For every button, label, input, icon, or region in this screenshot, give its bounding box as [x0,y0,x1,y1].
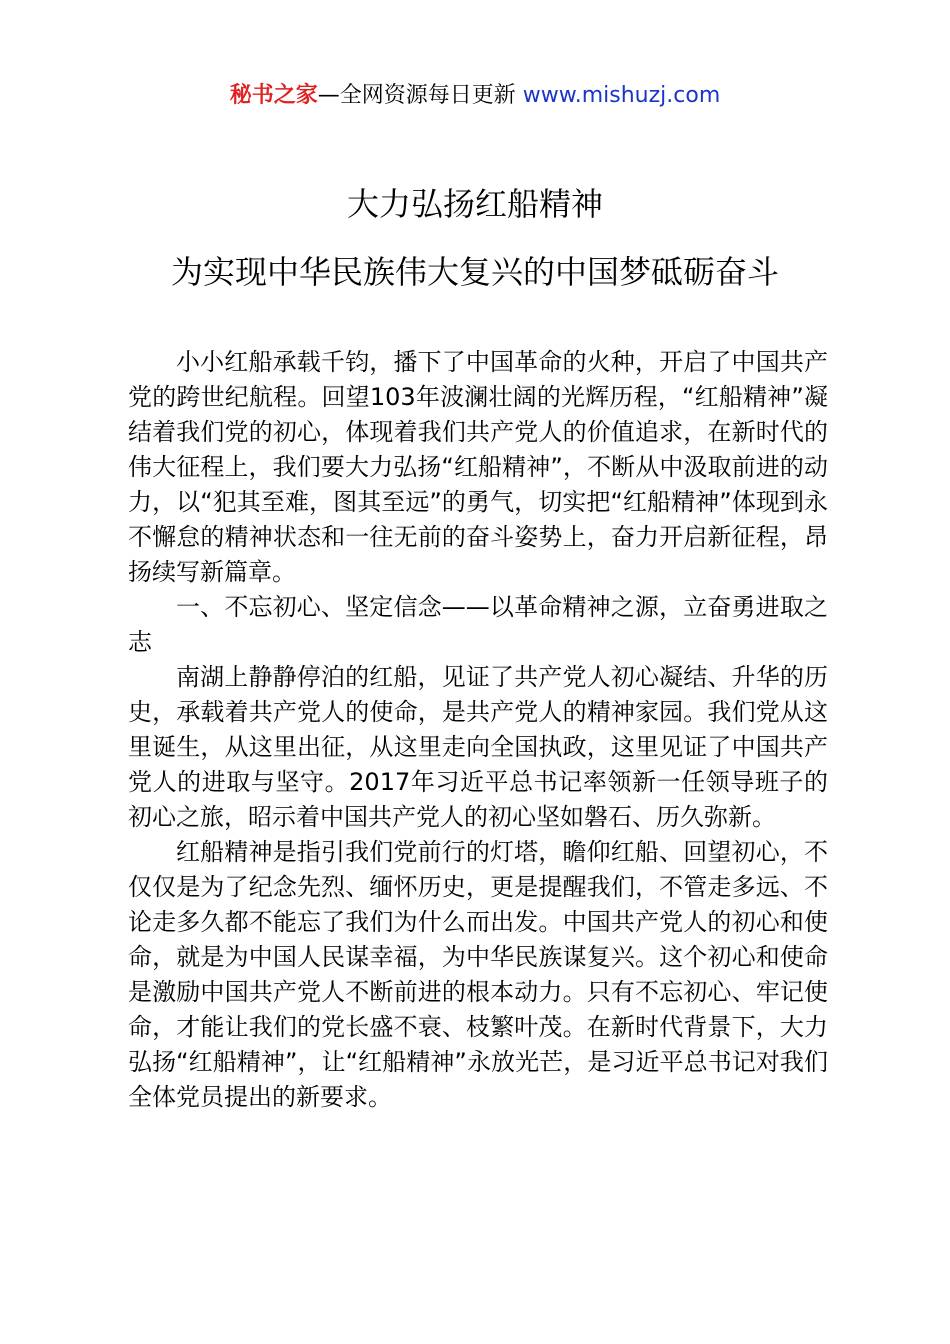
document-body [128,345,828,1115]
header-tagline: —全网资源每日更新 [317,83,523,108]
title-line-2: 为实现中华民族伟大复兴的中国梦砥砺奋斗 [170,253,779,291]
paragraph-3: 红船精神是指引我们党前行的灯塔，瞻仰红船、回望初心，不仅仅是为了纪念先烈、缅怀历史，更是提醒我们，不管走多远、不论走多久都不能忘了我们为什么而出发。中国共产党人的初心和使命，就是为中国人民谋幸福，为中华民族谋复兴。这个初心和使命是激励中国共产党人不断前进的根本动力。只有不忘初心、牢记使命，才能让我们的党长盛不衰、枝繁叶茂。在新时代背景下，大力弘扬“红船精神”，让“红船精神”永放光芒，是习近平总书记对我们全体党员提出的新要求。 [128,838,828,1111]
paragraph-intro: 小小红船承载千钧，播下了中国革命的火种，开启了中国共产党的跨世纪航程。回望103年波澜壮阔的光辉历程，“红船精神”凝结着我们党的初心，体现着我们共产党人的价值追求，在新时代的伟大征程上，我们要大力弘扬“红船精神”，不断从中汲取前进的动力，以“犯其至难，图其至远”的勇气，切实把“红船精神”体现到永不懈怠的精神状态和一往无前的奋斗姿势上，奋力开启新征程，昂扬续写新篇章。 [128,348,828,586]
header-url-link[interactable]: www.mishuzj.com [522,83,721,108]
title-line-1: 大力弘扬红船精神 [346,185,603,223]
page-header [0,80,950,112]
document-title [0,184,950,292]
paragraph-2: 南湖上静静停泊的红船，见证了共产党人初心凝结、升华的历史，承载着共产党人的使命，是共产党人的精神家园。我们党从这里诞生，从这里出征，从这里走向全国执政，这里见证了中国共产党人的进取与坚守。2017年习近平总书记率领新一任领导班子的初心之旅，昭示着中国共产党人的初心坚如磐石、历久弥新。 [128,663,828,831]
section-heading-1: 一、不忘初心、坚定信念——以革命精神之源，立奋勇进取之志 [128,593,828,656]
header-brand: 秘书之家 [229,83,318,108]
